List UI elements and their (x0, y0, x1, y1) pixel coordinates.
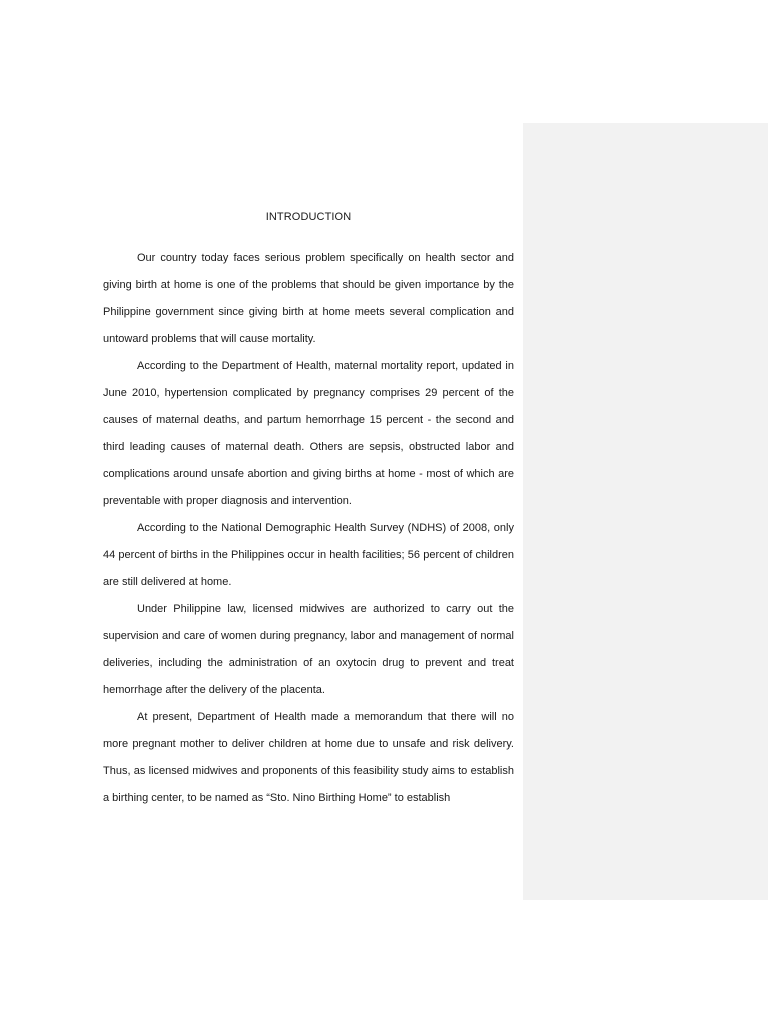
section-title: INTRODUCTION (265, 211, 352, 223)
comment-margin-pane (523, 123, 768, 900)
paragraph-1: Our country today faces serious problem specifically on health sector and giving birth at home is one of the problems that should be given importance by the Philippine government since giving birth at home meets several complication and untoward problems that will cause mortality. (103, 252, 514, 345)
document-body (103, 204, 514, 812)
paragraph-5: At present, Department of Health made a memorandum that there will no more pregnant mother to deliver children at home due to unsafe and risk delivery. Thus, as licensed midwives and proponents of this feasibility study aims to establish a birthing center, to be named as “Sto. Nino Birthing Home” to establish (103, 711, 514, 804)
paragraph-3: According to the National Demographic Health Survey (NDHS) of 2008, only 44 percent of births in the Philippines occur in health facilities; 56 percent of children are still delivered at home. (103, 522, 514, 588)
paragraph-4: Under Philippine law, licensed midwives are authorized to carry out the supervision and care of women during pregnancy, labor and management of normal deliveries, including the administration of an oxytocin drug to prevent and treat hemorrhage after the delivery of the placenta. (103, 603, 514, 696)
paragraph-2: According to the Department of Health, maternal mortality report, updated in June 2010, hypertension complicated by pregnancy comprises 29 percent of the causes of maternal deaths, and partum hemorrhage 15 percent - the second and third leading causes of maternal death. Others are sepsis, obstructed labor and complications around unsafe abortion and giving births at home - most of which are preventable with proper diagnosis and intervention. (103, 360, 514, 507)
